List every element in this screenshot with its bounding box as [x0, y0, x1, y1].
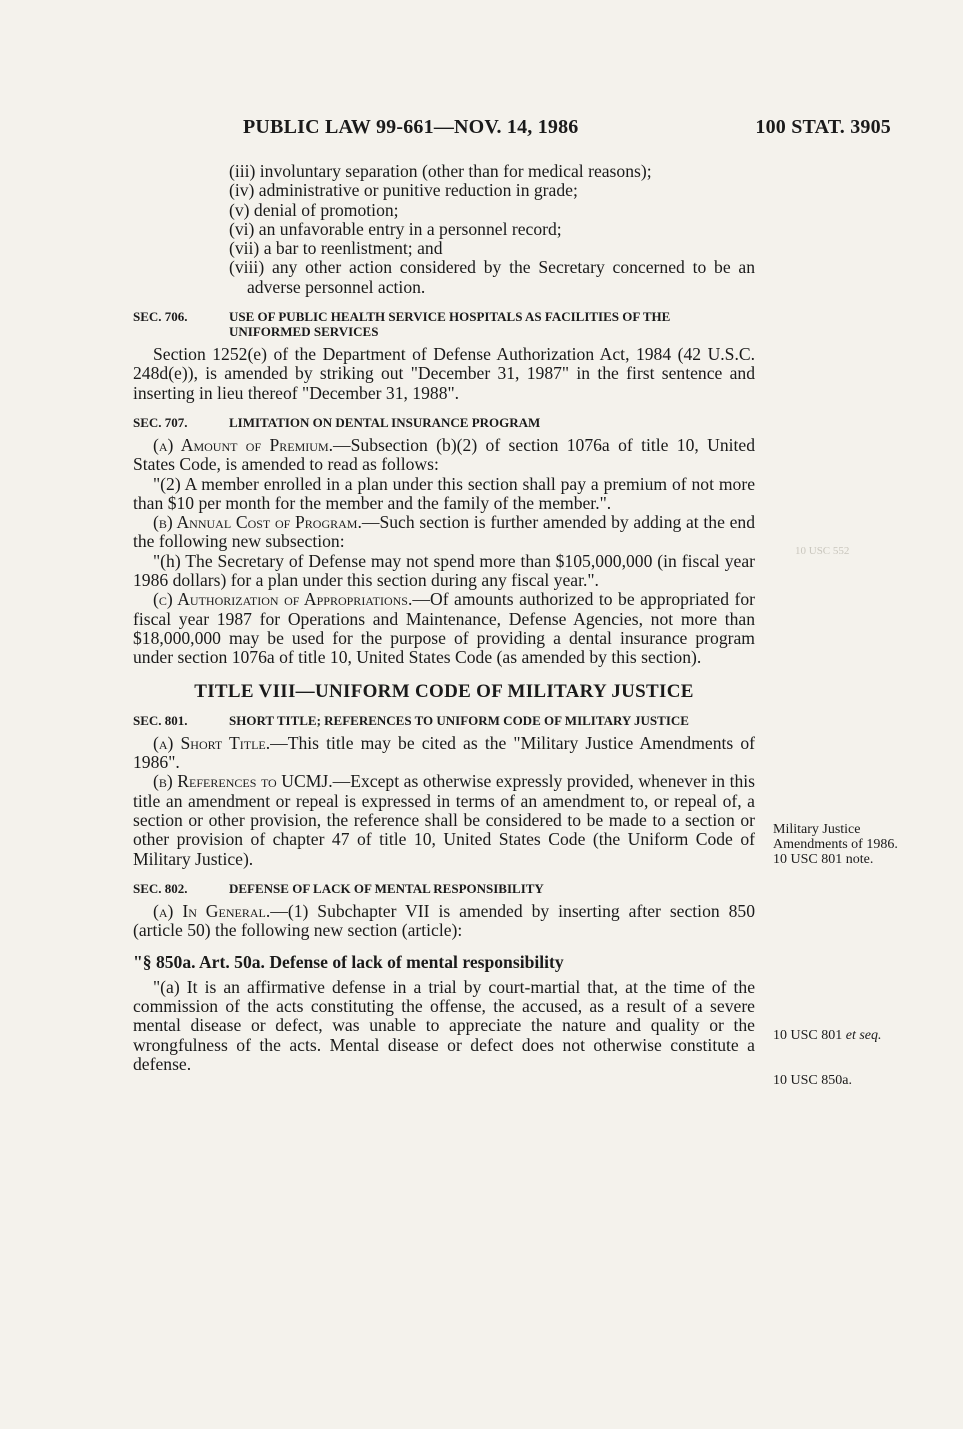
subsection-707-a	[133, 436, 755, 475]
subsection-text: —(1) Subchapter VII is amended by inserting after section 850 (article 50) the following new section (article):	[133, 900, 756, 941]
section-heading-707	[133, 415, 755, 430]
quoted-amendment-707-a: "(2) A member enrolled in a plan under this section shall pay a premium of not more than $10 per month for the member and the family of the member.".	[133, 473, 755, 513]
list-item: (vii) a bar to reenlistment; and	[229, 238, 443, 259]
header-stat-page: 100 STAT. 3905	[755, 116, 891, 138]
section-number: SEC. 802.	[133, 880, 188, 896]
margin-note-et-seq: et seq.	[845, 1028, 882, 1043]
section-number: SEC. 707.	[133, 414, 188, 430]
article-50a-body: "(a) It is an affirmative defense in a trial by court-martial that, at the time of the commission of the acts constituting the offense, the accused, as a result of a severe mental disease or defect, was unable to appreciate the nature and quality or the wrongfulness of the acts. Mental disease or defect does not otherwise constitute a defense.	[133, 976, 755, 1074]
section-title: LIMITATION ON DENTAL INSURANCE PROGRAM	[229, 414, 541, 430]
margin-note-citation: 10 USC 801 note.	[773, 852, 874, 867]
margin-note-citation: 10 USC 801	[773, 1028, 846, 1043]
section-number: SEC. 801.	[133, 712, 188, 728]
subsection-801-b	[133, 772, 755, 868]
subsection-heading: (c) Authorization of Appropriations.	[153, 589, 413, 610]
list-item: (iv) administrative or punitive reduction in grade;	[229, 180, 578, 201]
section-706-body: Section 1252(e) of the Department of Defense Authorization Act, 1984 (42 U.S.C. 248d(e)), is amended by striking out "December 31, 1987" in the first sentence and inserting in lieu thereof "December 31, 1988".	[133, 344, 755, 403]
subsection-802-a	[133, 902, 755, 941]
list-item: (vi) an unfavorable entry in a personnel record;	[229, 218, 562, 239]
margin-note-ucmj-citation	[773, 1028, 903, 1043]
title-viii-heading: TITLE VIII—UNIFORM CODE OF MILITARY JUSTICE	[194, 680, 694, 702]
subsection-heading: (a) Amount of Premium.	[153, 434, 334, 455]
section-number: SEC. 706.	[133, 309, 188, 325]
subsection-text: UCMJ.—Except as otherwise expressly provided, whenever in this title an amendment or repeal is expressed in terms of an amendment to, or repeal of, a section or other provision, the reference shall be considered to be made to a section or other provision of chapter 47 of title 10, United States Code (the Uniform Code of Military Justice).	[133, 771, 756, 869]
subsection-707-b	[133, 513, 755, 552]
section-title: DEFENSE OF LACK OF MENTAL RESPONSIBILITY	[229, 880, 544, 896]
subsection-heading: (a) In General.	[153, 900, 271, 921]
margin-note-850a: 10 USC 850a.	[773, 1073, 852, 1088]
section-heading-706	[133, 309, 755, 339]
section-title: SHORT TITLE; REFERENCES TO UNIFORM CODE OF MILITARY JUSTICE	[229, 712, 689, 728]
subsection-text: —Of amounts authorized to be appropriated for fiscal year 1987 for Operations and Maintenance, Defense Agencies, not more than $18,000,000 may be used for the purpose of providing a dental insurance program under section 1076a of title 10, United States Code (as amended by this section).	[133, 589, 755, 668]
subsection-text: —This title may be cited as the "Military Justice Amendments of 1986".	[133, 732, 755, 773]
margin-note-title: Military Justice Amendments of 1986.	[773, 822, 898, 852]
section-title: USE OF PUBLIC HEALTH SERVICE HOSPITALS AS FACILITIES OF THE UNIFORMED SERVICES	[229, 309, 671, 340]
list-item: (viii) any other action considered by the Secretary concerned to be an adverse personnel action.	[229, 257, 755, 297]
section-heading-801	[133, 713, 755, 728]
margin-note-short-title	[773, 822, 903, 867]
bleed-through-text: 10 USC 552	[795, 545, 850, 557]
header-law-citation: PUBLIC LAW 99-661—NOV. 14, 1986	[243, 116, 579, 138]
list-item: (v) denial of promotion;	[229, 199, 399, 220]
section-heading-802	[133, 881, 755, 896]
subsection-text: —Subsection (b)(2) of section 1076a of title 10, United States Code, is amended to read as follows:	[133, 434, 755, 475]
subsection-heading: (a) Short Title.	[153, 732, 271, 753]
subsection-801-a	[133, 734, 755, 773]
quoted-amendment-707-b: "(h) The Secretary of Defense may not spend more than $105,000,000 (in fiscal year 1986 dollars) for a plan under this section during any fiscal year.".	[133, 550, 755, 591]
subsection-text: —Such section is further amended by adding at the end the following new subsection:	[133, 512, 755, 552]
list-item: (iii) involuntary separation (other than for medical reasons);	[229, 161, 652, 181]
main-text-column	[133, 162, 755, 1074]
article-50a-heading: "§ 850a. Art. 50a. Defense of lack of mental responsibility	[133, 951, 564, 972]
subsection-707-c	[133, 590, 755, 667]
subsection-heading: (b) References to	[153, 771, 277, 792]
subsection-heading: (b) Annual Cost of Program.	[153, 512, 362, 533]
